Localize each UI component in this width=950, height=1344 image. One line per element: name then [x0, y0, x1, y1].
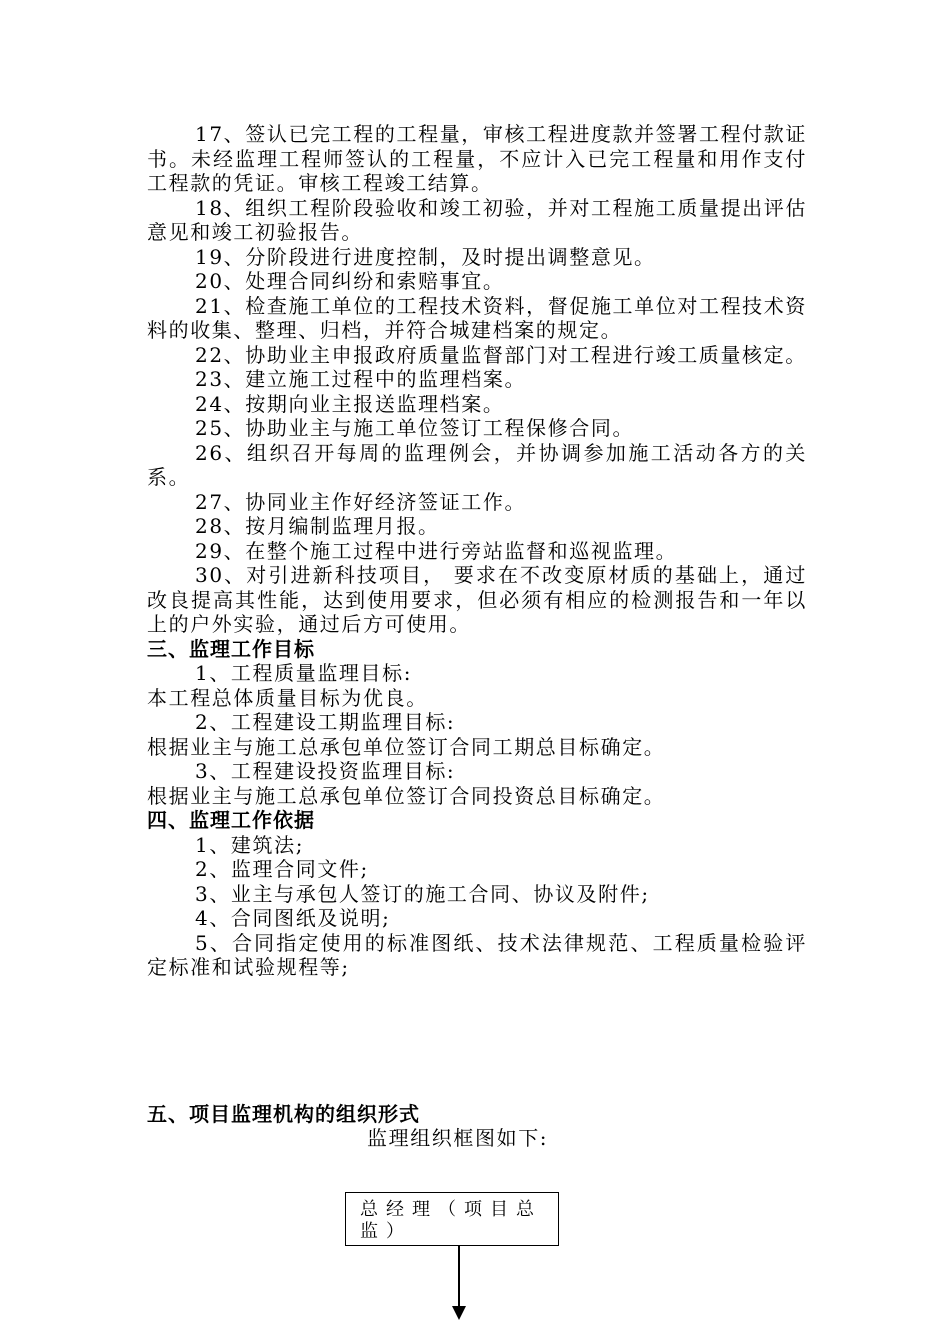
goal-quality-text: 本工程总体质量目标为优良。: [147, 685, 428, 710]
duty-item-26: 26、组织召开每周的监理例会，并协调参加施工活动各方的关系。: [147, 440, 807, 489]
basis-item-2: 2、监理合同文件;: [195, 857, 369, 881]
duty-item-27: 27、协同业主作好经济签证工作。: [195, 489, 527, 514]
goal-quality-label: 1、工程质量监理目标:: [195, 661, 413, 685]
duty-item-21: 21、检查施工单位的工程技术资料，督促施工单位对工程技术资料的收集、整理、归档，并符合城建档案的规定。: [147, 293, 807, 342]
goal-investment-label: 3、工程建设投资监理目标:: [195, 759, 456, 783]
org-chart-caption: 监理组织框图如下:: [367, 1126, 549, 1150]
goal-schedule-label: 2、工程建设工期监理目标:: [195, 710, 456, 734]
duty-item-20: 20、处理合同纠纷和索赔事宜。: [195, 269, 505, 293]
org-chart-box-general-manager: 总经理（项目总监）: [345, 1192, 559, 1246]
duty-item-25: 25、协助业主与施工单位签订工程保修合同。: [195, 416, 635, 440]
duty-item-19: 19、分阶段进行进度控制，及时提出调整意见。: [195, 244, 656, 269]
duty-item-24: 24、按期向业主报送监理档案。: [195, 391, 505, 416]
duty-item-18: 18、组织工程阶段验收和竣工初验，并对工程施工质量提出评估意见和竣工初验报告。: [147, 195, 807, 244]
duty-item-30: 30、对引进新科技项目， 要求在不改变原材质的基础上，通过改良提高其性能，达到使用要求，但必须有相应的检测报告和一年以上的户外实验，通过后方可使用。: [147, 563, 807, 636]
goal-investment-text: 根据业主与施工总承包单位签订合同投资总目标确定。: [147, 783, 666, 808]
basis-item-3: 3、业主与承包人签订的施工合同、协议及附件;: [195, 881, 650, 906]
blank-space: [147, 980, 807, 1102]
basis-item-4: 4、合同图纸及说明;: [195, 906, 391, 930]
goal-schedule-text: 根据业主与施工总承包单位签订合同工期总目标确定。: [147, 734, 666, 759]
basis-item-5: 5、合同指定使用的标准图纸、技术法律规范、工程质量检验评定标准和试验规程等;: [147, 930, 807, 979]
arrow-down-icon: [452, 1306, 466, 1320]
duty-item-28: 28、按月编制监理月报。: [195, 514, 440, 538]
section-3-heading: 三、监理工作目标: [147, 636, 315, 661]
duty-item-17: 17、签认已完工程的工程量，审核工程进度款并签署工程付款证书。未经监理工程师签认的工程量，不应计入已完工程量和用作支付工程款的凭证。审核工程竣工结算。: [147, 122, 807, 195]
section-5-heading: 五、项目监理机构的组织形式: [147, 1101, 420, 1126]
basis-item-1: 1、建筑法;: [195, 832, 305, 857]
document-body: [147, 122, 807, 1151]
duty-item-29: 29、在整个施工过程中进行旁站监督和巡视监理。: [195, 538, 678, 563]
duty-item-23: 23、建立施工过程中的监理档案。: [195, 367, 527, 391]
duty-item-22: 22、协助业主申报政府质量监督部门对工程进行竣工质量核定。: [195, 342, 807, 367]
org-chart-connector: [458, 1246, 460, 1308]
section-4-heading: 四、监理工作依据: [147, 808, 315, 832]
